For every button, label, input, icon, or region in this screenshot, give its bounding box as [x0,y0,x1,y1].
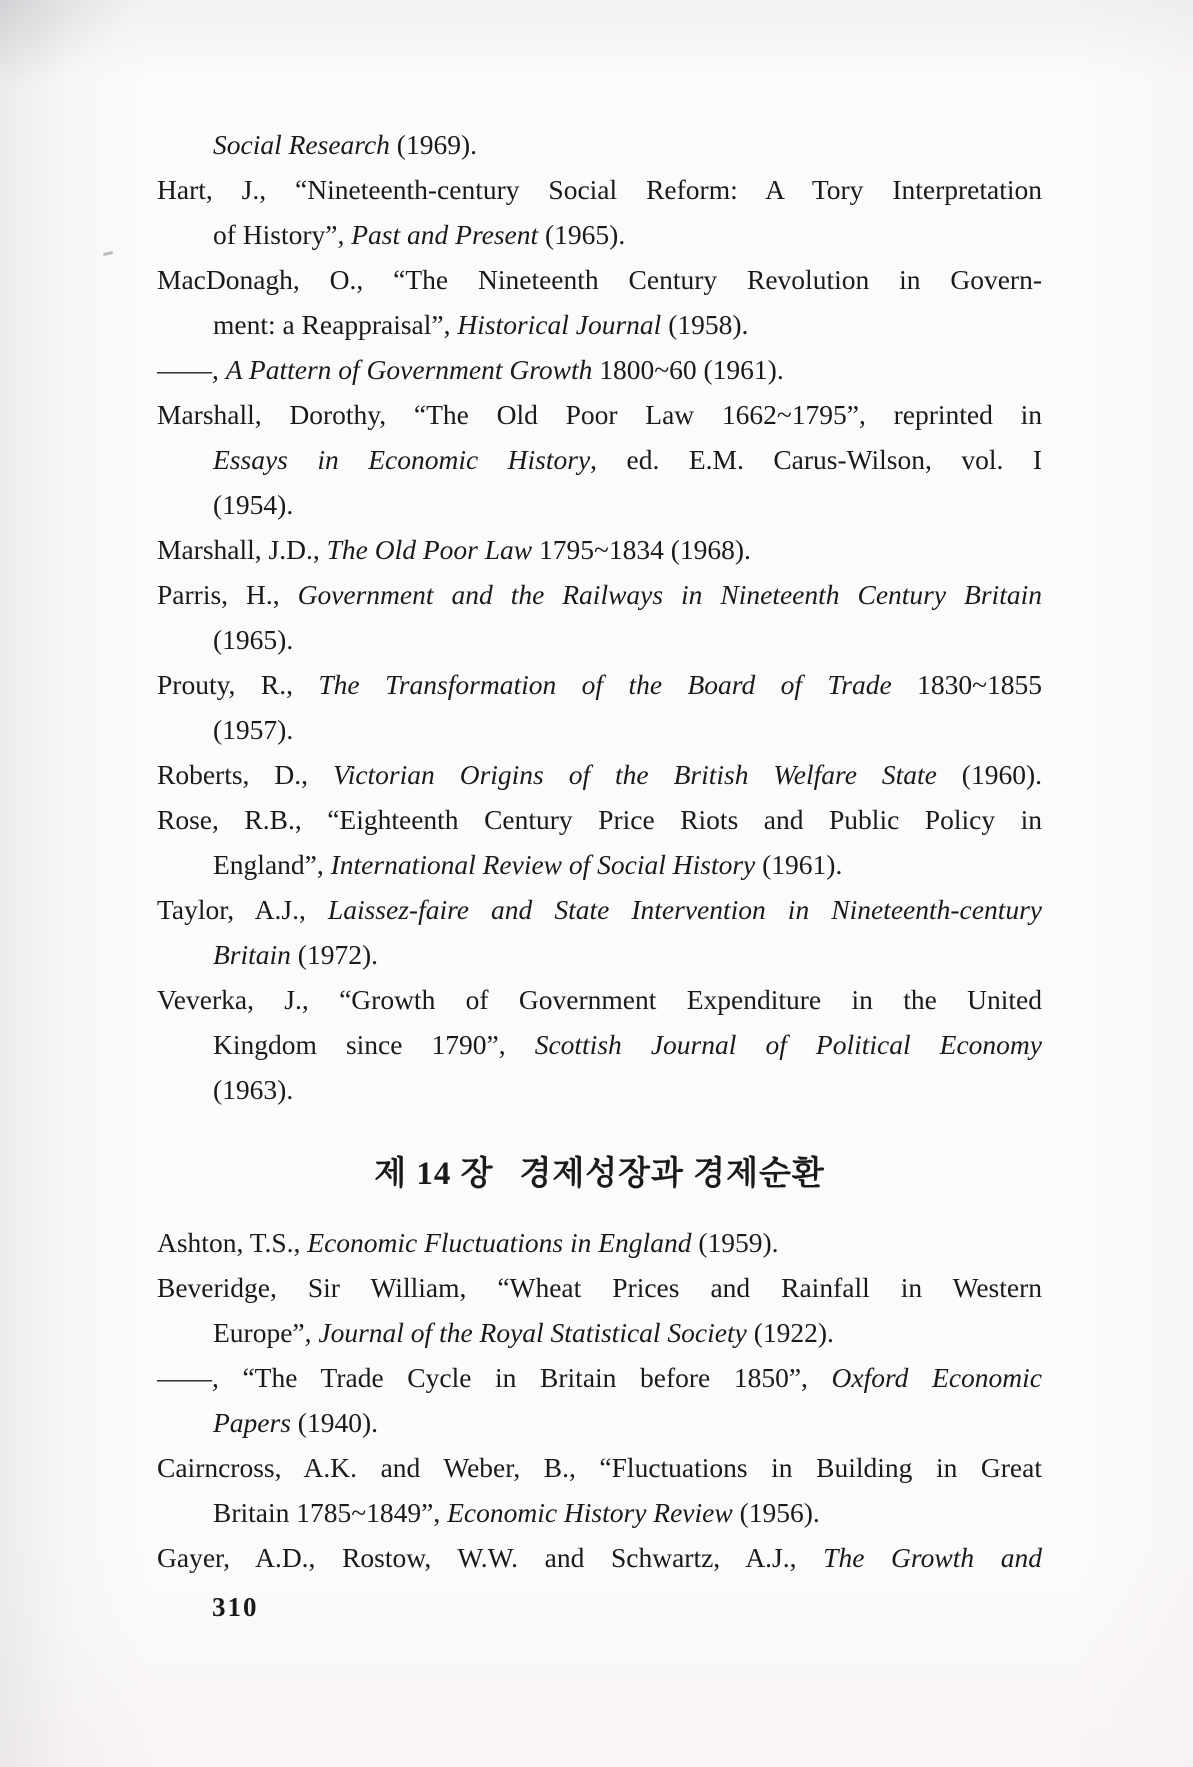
bibliography-line [157,1535,1042,1580]
bibliography-line [157,932,1042,977]
italic-text: The Growth and [823,1542,1042,1573]
bibliography-entry [157,257,1042,347]
italic-text: Papers [213,1407,291,1438]
roman-text: (1961). [755,849,843,880]
roman-text: of History”, [213,219,352,250]
roman-text: England”, [213,849,331,880]
bibliography-line [157,1445,1042,1490]
roman-text: (1954). [213,489,294,520]
chapter-heading [157,1150,1042,1198]
bibliography-entry [157,752,1042,797]
bibliography-entry [157,1265,1042,1355]
roman-text: ——, “The Trade Cycle in Britain before 1850”, [157,1362,832,1393]
bibliography-line [157,617,1042,662]
bibliography-line [157,752,1042,797]
bibliography-line [157,662,1042,707]
italic-text: Essays in Economic History [213,444,591,475]
chapter-title: 경제성장과 경제순환 [519,1156,825,1192]
scan-speck [103,251,113,256]
bibliography-entry [157,527,1042,572]
bibliography-entry [157,167,1042,257]
italic-text: International Review of Social History [330,849,756,880]
bibliography-line [157,167,1042,212]
bibliography-entry [157,572,1042,662]
roman-text: (1958). [661,309,749,340]
roman-text: (1965). [213,624,294,655]
bibliography-line [157,212,1042,257]
italic-text: A Pattern of Government Growth [225,354,593,385]
italic-text: The Old Poor Law [326,534,533,565]
italic-text: Government and the Railways in Nineteenth Century Britain [297,579,1042,610]
bibliography-entry [157,977,1042,1112]
bibliography-line [157,797,1042,842]
bibliography-entry [157,797,1042,887]
roman-text: Prouty, R., [157,669,319,700]
roman-text: MacDonagh, O., “The Nineteenth Century Revolution in Govern- [157,264,1042,295]
italic-text: Historical Journal [457,309,662,340]
page-number: 310 [212,1592,259,1622]
italic-text: Economic Fluctuations in England [307,1227,692,1258]
roman-text: ——, [157,354,226,385]
bibliography-entry [157,1445,1042,1535]
italic-text: Victorian Origins of the British Welfare State [332,759,937,790]
text-column [157,122,1042,1580]
roman-text: (1972). [290,939,378,970]
bibliography-line [157,1355,1042,1400]
bibliography-entry [157,887,1042,977]
bibliography-entry [157,1355,1042,1445]
roman-text: 1795~1834 (1968). [532,534,751,565]
roman-text: Beveridge, Sir William, “Wheat Prices and Rainfall in Western [157,1272,1042,1303]
italic-text: The Transformation of the Board of Trade [318,669,892,700]
roman-text: Marshall, J.D., [157,534,327,565]
italic-text: Journal of the Royal Statistical Society [318,1317,747,1348]
italic-text: Past and Present [351,219,539,250]
bibliography-entry [157,122,1042,167]
bibliography-entry [157,347,1042,392]
italic-text: Economic History Review [447,1497,733,1528]
roman-text: ment: a Reappraisal”, [213,309,458,340]
bibliography-line [157,572,1042,617]
roman-text: (1940). [290,1407,378,1438]
roman-text: 1800~60 (1961). [592,354,784,385]
roman-text: Europe”, [213,1317,319,1348]
bibliography-line [157,887,1042,932]
bibliography-entry [157,1220,1042,1265]
bibliography-line [157,1490,1042,1535]
roman-text: Ashton, T.S., [157,1227,308,1258]
roman-text: (1960). [936,759,1042,790]
bibliography-line [157,1400,1042,1445]
bibliography-entry [157,1535,1042,1580]
bibliography-line [157,1022,1042,1067]
bibliography-line [157,1220,1042,1265]
roman-text: Kingdom since 1790”, [213,1029,535,1060]
roman-text: 1830~1855 [891,669,1042,700]
roman-text: Gayer, A.D., Rostow, W.W. and Schwartz, A.J., [157,1542,824,1573]
roman-text: Roberts, D., [157,759,333,790]
chapter-number: 제 14 장 [374,1156,494,1192]
bibliography-line [157,707,1042,752]
bibliography-entry [157,662,1042,752]
roman-text: Rose, R.B., “Eighteenth Century Price Riots and Public Policy in [157,804,1042,835]
bibliography-line [157,392,1042,437]
roman-text: (1965). [538,219,626,250]
roman-text: Veverka, J., “Growth of Government Expenditure in the United [157,984,1042,1015]
roman-text: (1959). [691,1227,779,1258]
roman-text: Cairncross, A.K. and Weber, B., “Fluctuations in Building in Great [157,1452,1042,1483]
roman-text: (1963). [213,1074,294,1105]
roman-text: (1922). [746,1317,834,1348]
bibliography-line [157,122,1042,167]
bibliography-line [157,1067,1042,1112]
roman-text: , ed. E.M. Carus-Wilson, vol. I [590,444,1042,475]
bibliography-list-ch13 [157,122,1042,1112]
roman-text: Britain 1785~1849”, [213,1497,448,1528]
italic-text: Britain [213,939,291,970]
bibliography-line [157,347,1042,392]
bibliography-line [157,527,1042,572]
roman-text: Marshall, Dorothy, “The Old Poor Law 1662~1795”, reprinted in [157,399,1042,430]
bibliography-line [157,257,1042,302]
roman-text: Hart, J., “Nineteenth-century Social Reform: A Tory Interpretation [157,174,1042,205]
roman-text: Parris, H., [157,579,298,610]
bibliography-line [157,1265,1042,1310]
bibliography-entry [157,392,1042,527]
roman-text: (1969). [389,129,477,160]
bibliography-line [157,482,1042,527]
roman-text: (1956). [732,1497,820,1528]
bibliography-line [157,1310,1042,1355]
bibliography-list-ch14 [157,1220,1042,1580]
roman-text: Taylor, A.J., [157,894,328,925]
italic-text: Social Research [213,129,390,160]
bibliography-line [157,977,1042,1022]
italic-text: Oxford Economic [831,1362,1042,1393]
bibliography-line [157,842,1042,887]
italic-text: Scottish Journal of Political Economy [534,1029,1042,1060]
bibliography-line [157,437,1042,482]
roman-text: (1957). [213,714,294,745]
bibliography-line [157,302,1042,347]
italic-text: Laissez-faire and State Intervention in Nineteenth-century [327,894,1042,925]
